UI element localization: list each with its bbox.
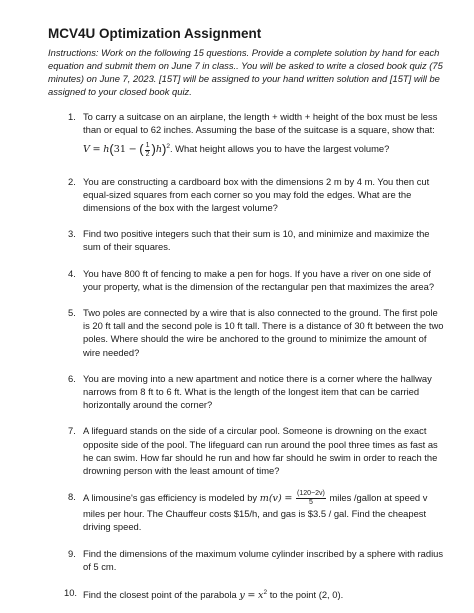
question-list [48,110,444,602]
question-text: You have 800 ft of fencing to make a pen for hogs. If you have a river on one side of your property, what is the dimension of the rectangular pen that maximizes the area? [83,267,435,292]
question-number: 2. [68,175,76,187]
document-title: MCV4U Optimization Assignment [48,26,262,41]
question-5 [48,306,444,359]
question-number: 8. [68,491,76,503]
question-number: 10. [64,587,78,598]
question-2 [48,175,444,215]
question-text-cont: to the point (2, 0). [269,589,344,601]
question-text: A limousine's gas efficiency is modeled by [83,492,258,504]
question-number: 1. [68,111,76,122]
question-number: 4. [68,267,76,279]
question-3 [48,227,444,253]
question-6 [48,372,444,412]
question-10 [48,586,444,602]
question-text: Find the dimensions of the maximum volume cylinder inscribed by a sphere with radius of 5 cm. [83,547,444,572]
question-number: 7. [68,425,76,437]
question-9 [48,547,444,573]
question-text-cont: . What height allows you to have the largest volume? [169,143,390,155]
question-number: 3. [68,228,76,240]
question-4 [48,267,444,293]
question-1 [48,110,444,162]
question-text-cont: miles /gallon at speed v miles per hour. The Chauffeur costs $15/h, and gas is $3.5 / gal. Find the cheapest driving speed. [83,492,428,533]
question-text: Find the closest point of the parabola [83,589,237,601]
question-8 [48,490,444,533]
fraction: $\frac{1}{2}$ [145,141,150,158]
question-text: You are moving into a new apartment and notice there is a corner where the hallway narrows from 8 ft to 6 ft. What is the length of the longest item that can be carried horizontally around the corner? [83,372,432,411]
question-number: 5. [68,306,76,318]
question-text: To carry a suitcase on an airplane, the length + width + height of the box must be less than or equal to 62 inches. Assuming the base of the suitcase is a square, show that: [83,111,438,136]
question-text: Two poles are connected by a wire that is also connected to the ground. The first pole is 20 ft tall and the second pole is 10 ft tall. There is a distance of 30 ft between the two poles. Where should the wire be anchored to the ground to minimize the amount of wire needed? [83,306,444,358]
volume-formula: V = h(31 − ( $\frac{1}{2}$ )h)$^2$ [83,141,170,158]
question-text: Find two positive integers such that their sum is 10, and minimize and maximize the sum of their squares. [83,228,430,253]
efficiency-formula: m(v) = $\frac{(120-2v)}{5}$ [259,490,325,507]
question-7 [48,424,444,477]
question-text: A lifeguard stands on the side of a circular pool. Someone is drowning on the exact opposite side of the pool. The lifeguard can run around the pool three times as fast as he can swim. How far should he run and how far should he swim in order to reach the drowning person with the least amount of time? [83,425,438,476]
question-text: You are constructing a cardboard box with the dimensions 2 m by 4 m. You then cut equal-sized squares from each corner so you may fold the edges. What are the dimensions of the box with the largest volume? [83,175,430,213]
parabola-formula: $y = x^2$ [239,589,268,602]
fraction: $\frac{(120-2v)}{5}$ [297,490,325,507]
instructions-text: Instructions: Work on the following 15 questions. Provide a complete solution by hand for each equation and submit them on June 7 in class.. You will be asked to write a closed book quiz (75 minutes) on June 7, 2023. [15T] will be assigned to your hand written solution and [15T] will be assigned to your closed book quiz. [48,47,443,97]
question-number: 9. [68,547,76,559]
question-number: 6. [68,372,76,384]
